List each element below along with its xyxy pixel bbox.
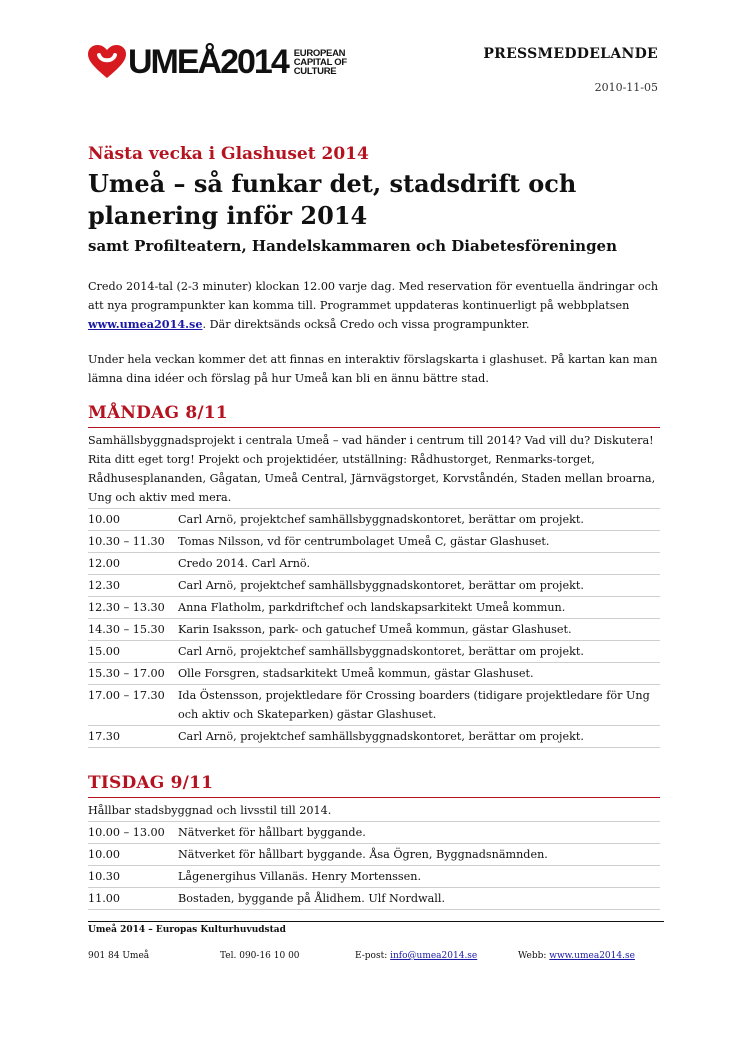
umea2014-logo <box>88 44 347 80</box>
monday-intro: Samhällsbyggnadsprojekt i centrala Umeå – vad händer i centrum till 2014? Vad vill du? Diskutera! Rita ditt eget torg! Projekt och projektidéer, utställning: Rådhustorget, Renmarks-torget, Rådhusesplananden, Gågatan, Umeå Central, Järnvägstorget, Korvståndén, Staden mellan broarna, Ung och aktiv med mera. <box>88 431 660 509</box>
schedule-time: 12.30 <box>88 579 121 592</box>
schedule-description: Bostaden, byggande på Ålidhem. Ulf Nordwall. <box>178 892 446 905</box>
web-link[interactable]: www.umea2014.se <box>549 951 635 961</box>
heart-icon <box>88 45 126 79</box>
schedule-row <box>88 685 660 726</box>
footer-org-name: Umeå 2014 – Europas Kulturhuvudstad <box>88 925 286 935</box>
email-link[interactable]: info@umea2014.se <box>390 951 478 961</box>
schedule-time: 12.30 – 13.30 <box>88 601 165 614</box>
schedule-row <box>88 575 660 597</box>
footer-phone: Tel. 090-16 10 00 <box>220 951 300 961</box>
schedule-time: 15.00 <box>88 645 121 658</box>
schedule-time: 10.30 – 11.30 <box>88 535 165 548</box>
schedule-row <box>88 866 660 888</box>
schedule-description: Carl Arnö, projektchef samhällsbyggnadskontoret, berättar om projekt. <box>178 513 584 526</box>
schedule-description: Credo 2014. Carl Arnö. <box>178 557 311 570</box>
schedule-description: Carl Arnö, projektchef samhällsbyggnadskontoret, berättar om projekt. <box>178 579 584 592</box>
schedule-time: 10.00 <box>88 513 121 526</box>
monday-section <box>88 403 660 748</box>
headline: Umeå – så funkar det, stadsdrift och planering inför 2014 <box>88 169 577 230</box>
schedule-description: Lågenergihus Villanäs. Henry Mortenssen. <box>178 870 422 883</box>
press-release-label: PRESSMEDDELANDE <box>483 46 658 62</box>
release-date: 2010-11-05 <box>594 81 658 94</box>
logo-subtitle: EUROPEAN CAPITAL OF CULTURE <box>293 47 347 77</box>
logo-wordmark: UMEÅ2014 <box>128 43 288 81</box>
monday-schedule <box>88 509 660 748</box>
schedule-row <box>88 726 660 748</box>
schedule-row <box>88 553 660 575</box>
schedule-description: Nätverket för hållbart byggande. <box>178 826 366 839</box>
schedule-description: Karin Isaksson, park- och gatuchef Umeå kommun, gästar Glashuset. <box>178 623 572 636</box>
schedule-description: Olle Forsgren, stadsarkitekt Umeå kommun, gästar Glashuset. <box>178 667 534 680</box>
schedule-time: 10.00 <box>88 848 121 861</box>
kicker: Nästa vecka i Glashuset 2014 <box>88 144 369 164</box>
schedule-description: Ida Östensson, projektledare för Crossing boarders (tidigare projektledare för Ung och aktiv och Skateparken) gästar Glashuset. <box>178 689 650 721</box>
schedule-row <box>88 663 660 685</box>
schedule-row <box>88 888 660 910</box>
tuesday-section <box>88 773 660 910</box>
subheadline: samt Profilteatern, Handelskammaren och Diabetesföreningen <box>88 237 618 255</box>
intro-paragraph: Credo 2014-tal (2-3 minuter) klockan 12.00 varje dag. Med reservation för eventuella ändringar och att nya programpunkter kan komma till. Programmet uppdateras kontinuerligt på webbplatsen www.umea2014.se. Där direktsänds också Credo och vissa programpunkter. <box>88 280 659 331</box>
schedule-time: 10.00 – 13.00 <box>88 826 165 839</box>
footer-web: Webb: www.umea2014.se <box>518 951 635 961</box>
schedule-time: 12.00 <box>88 557 121 570</box>
schedule-row <box>88 597 660 619</box>
footer-email: E-post: info@umea2014.se <box>355 951 478 961</box>
schedule-time: 14.30 – 15.30 <box>88 623 165 636</box>
tuesday-schedule <box>88 822 660 910</box>
footer-address: 901 84 Umeå <box>88 951 150 961</box>
schedule-description: Tomas Nilsson, vd för centrumbolaget Umeå C, gästar Glashuset. <box>178 535 550 548</box>
schedule-description: Carl Arnö, projektchef samhällsbyggnadskontoret, berättar om projekt. <box>178 645 584 658</box>
monday-title: MÅNDAG 8/11 <box>88 403 660 428</box>
schedule-description: Anna Flatholm, parkdriftchef och landskapsarkitekt Umeå kommun. <box>178 601 566 614</box>
schedule-description: Carl Arnö, projektchef samhällsbyggnadskontoret, berättar om projekt. <box>178 730 584 743</box>
schedule-row <box>88 822 660 844</box>
schedule-row <box>88 531 660 553</box>
website-link[interactable]: www.umea2014.se <box>88 317 203 331</box>
schedule-row <box>88 844 660 866</box>
schedule-time: 11.00 <box>88 892 121 905</box>
map-paragraph: Under hela veckan kommer det att finnas en interaktiv förslagskarta i glashuset. På kartan kan man lämna dina idéer och förslag på hur Umeå kan bli en ännu bättre stad. <box>88 353 658 385</box>
schedule-row <box>88 509 660 531</box>
schedule-time: 17.00 – 17.30 <box>88 689 165 702</box>
schedule-time: 17.30 <box>88 730 121 743</box>
schedule-time: 10.30 <box>88 870 121 883</box>
footer-contact <box>88 951 664 961</box>
schedule-description: Nätverket för hållbart byggande. Åsa Ögren, Byggnadsnämnden. <box>178 848 548 861</box>
tuesday-intro: Hållbar stadsbyggnad och livsstil till 2014. <box>88 801 660 822</box>
schedule-row <box>88 619 660 641</box>
schedule-time: 15.30 – 17.00 <box>88 667 165 680</box>
tuesday-title: TISDAG 9/11 <box>88 773 660 798</box>
footer <box>88 921 664 961</box>
schedule-row <box>88 641 660 663</box>
